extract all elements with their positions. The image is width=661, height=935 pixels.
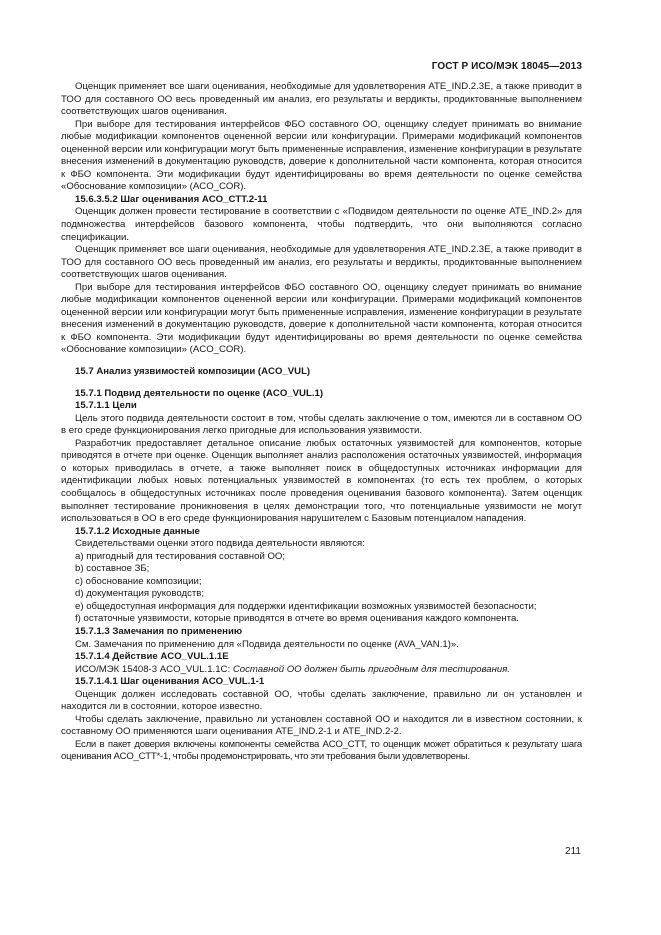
page-number: 211	[565, 846, 581, 857]
paragraph: Оценщик применяет все шаги оценивания, необходимые для удовлетворения ATE_IND.2.3E, а также приводит в ТОО для составного ОО весь проведенный им анализ, его результаты и вердикты, продиктованные выполнением соответствующих шагов оценивания.	[61, 244, 582, 281]
requirement-reference: ИСО/МЭК 15408-3 ACO_VUL.1.1C:	[75, 663, 231, 675]
paragraph: Цель этого подвида деятельности состоит в том, чтобы сделать заключение о том, имеются ли в составном ОО в его среде функционирования легко пригодные для использования уязвимости.	[61, 412, 582, 437]
section-heading: 15.7.1.4 Действие ACO_VUL.1.1E	[75, 651, 229, 663]
section-heading: 15.7.1.2 Исходные данные	[75, 525, 200, 537]
paragraph: См. Замечания по применению для «Подвида деятельности по оценке (AVA_VAN.1)».	[75, 638, 459, 650]
section-heading: 15.7.1.1 Цели	[75, 400, 137, 412]
paragraph: При выборе для тестирования интерфейсов ФБО составного ОО, оценщику следует принимать во внимание любые модификации компонентов оцененной версии или конфигурации. Примерами модификаций компонентов оцененной версии или конфигурации могут быть примененные исправления, изменение конфигурации в результате внесения изменений в документацию руководств, доверие к дополнительной части компонента, которая относится к ФБО компонента. Эти модификации будут идентифицированы во время деятельности по оценке семейства «Обоснование композиции» (ACO_COR).	[61, 118, 582, 193]
standard-header: ГОСТ Р ИСО/МЭК 18045—2013	[431, 61, 582, 72]
list-item: f) остаточные уязвимости, которые приводятся в отчете во время оценивания каждого компонента.	[75, 613, 519, 625]
section-heading: 15.7.1.4.1 Шаг оценивания ACO_VUL.1-1	[75, 676, 265, 688]
section-heading: 15.6.3.5.2 Шаг оценивания ACO_CTT.2-11	[75, 193, 268, 205]
paragraph: Оценщик должен провести тестирование в соответствии с «Подвидом деятельности по оценке ATE_IND.2» для подмножества интерфейсов базового компонента, чтобы подтвердить, что они выполняются согласно спецификации.	[61, 206, 582, 243]
paragraph: Если в пакет доверия включены компоненты семейства ACO_CTT, то оценщик может обратиться к результату шага оценивания ACO_CTT*-1, чтобы продемонстрировать, что эти требования были удовлетворены.	[61, 738, 582, 763]
paragraph: Оценщик должен исследовать составной ОО, чтобы сделать заключение, правильно ли он установлен и находится ли в состоянии, которое известно.	[61, 688, 582, 713]
section-heading: 15.7.1 Подвид деятельности по оценке (ACO_VUL.1)	[75, 387, 324, 399]
paragraph: Чтобы сделать заключение, правильно ли установлен составной ОО и находится ли в известном состоянии, к составному ОО применяются шаги оценивания ATE_IND.2-1 и ATE_IND.2-2.	[61, 713, 582, 738]
paragraph: Свидетельствами оценки этого подвида деятельности являются:	[75, 538, 365, 550]
paragraph: Оценщик применяет все шаги оценивания, необходимые для удовлетворения ATE_IND.2.3E, а также приводит в ТОО для составного ОО весь проведенный им анализ, его результаты и вердикты, продиктованные выполнением соответствующих шагов оценивания.	[61, 81, 582, 118]
list-item: b) составное ЗБ;	[75, 563, 150, 575]
paragraph: Разработчик предоставляет детальное описание любых остаточных уязвимостей для компонентов, которые приводятся в отчете при оценке. Оценщик выполняет анализ расположения остаточных уязвимостей, информация о которых приводилась в отчете, а также выполняет поиск в общедоступных источниках информации для идентификации любых новых потенциальных уязвимостей в компонентах (то есть тех проблем, о которых сообщалось в общедоступных источниках после проведения оценивания базового компонента). Затем оценщик выполняет тестирование проникновения в целях демонстрации того, что потенциальные уязвимости не могут использоваться в ОО в его среде функционирования нарушителем с Базовым потенциалом нападения.	[61, 437, 582, 525]
list-item: е) общедоступная информация для поддержки идентификации возможных уязвимостей безопасности;	[75, 600, 537, 612]
list-item: а) пригодный для тестирования составной ОО;	[75, 550, 286, 562]
list-item: с) обоснование композиции;	[75, 575, 202, 587]
section-heading: 15.7.1.3 Замечания по применению	[75, 625, 243, 637]
requirement-text: Составной ОО должен быть пригодным для тестирования.	[232, 663, 511, 675]
paragraph	[61, 664, 582, 677]
paragraph: При выборе для тестирования интерфейсов ФБО составного ОО, оценщику следует принимать во внимание любые модификации компонентов оцененной версии или конфигурации. Примерами модификаций компонентов оцененной версии или конфигурации могут быть примененные исправления, изменение конфигурации в результате внесения изменений в документацию руководств, доверие к дополнительной части компонента, которая относится к ФБО компонента. Эти модификации будут идентифицированы во время деятельности по оценке семейства «Обоснование композиции» (ACO_COR).	[61, 281, 582, 356]
document-body	[61, 81, 582, 764]
list-item: d) документация руководств;	[75, 588, 205, 600]
section-heading: 15.7 Анализ уязвимостей композиции (ACO_VUL)	[75, 366, 311, 378]
